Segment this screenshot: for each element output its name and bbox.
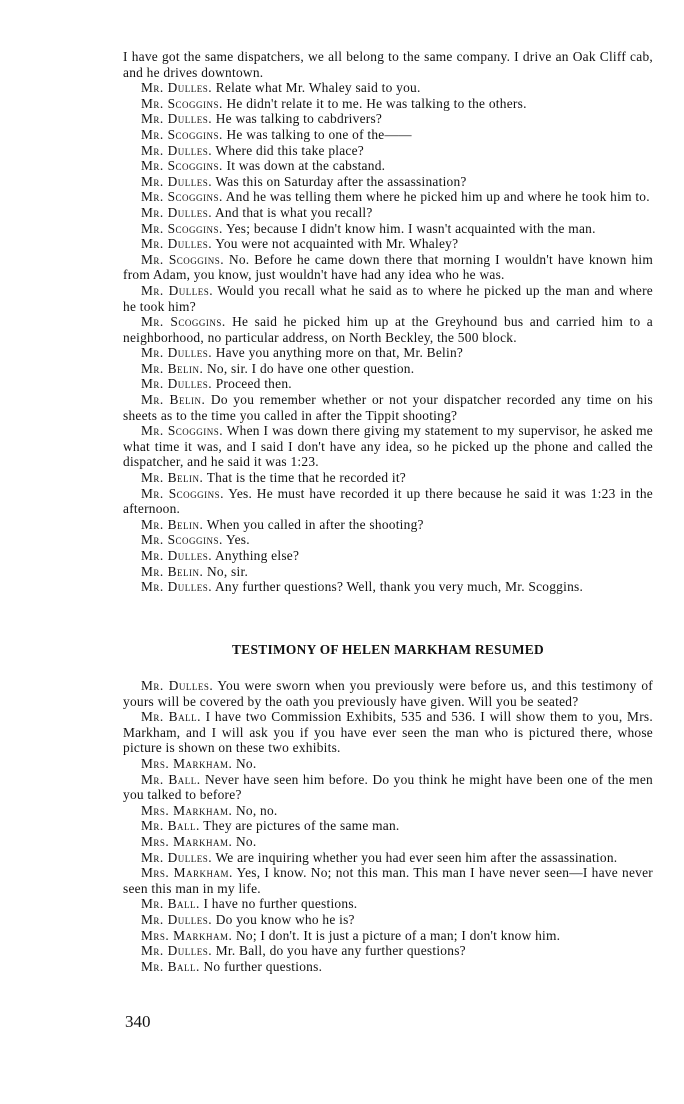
- testimony-paragraph: [123, 127, 653, 143]
- speech-text: Anything else?: [214, 548, 300, 563]
- testimony-paragraph: [123, 96, 653, 112]
- speech-text: Proceed then.: [215, 376, 292, 392]
- page-number: 340: [125, 1012, 151, 1031]
- speech-text: Was this on Saturday after the assassination?: [215, 173, 467, 189]
- testimony-paragraph: [123, 49, 653, 80]
- testimony-paragraph: [123, 772, 653, 803]
- testimony-paragraph: [123, 896, 653, 912]
- speaker-name: Mr. Scoggins.: [141, 485, 225, 501]
- speech-text: No.: [235, 833, 257, 849]
- testimony-paragraph: [123, 174, 653, 190]
- speaker-name: Mrs. Markham.: [141, 802, 233, 818]
- speaker-name: Mrs. Markham.: [141, 865, 233, 881]
- speaker-name: Mr. Dulles.: [141, 376, 213, 392]
- speaker-name: Mr. Ball.: [141, 896, 200, 912]
- speaker-name: Mr. Dulles.: [141, 579, 213, 595]
- testimony-paragraph: [123, 392, 653, 423]
- speaker-name: Mr. Belin.: [141, 470, 204, 486]
- speaker-name: Mr. Dulles.: [141, 236, 213, 252]
- testimony-paragraph: [123, 345, 653, 361]
- speech-text: He was talking to cabdrivers?: [215, 111, 383, 127]
- speech-text: You were sworn when you previously were before us, and this testimony of yours will be covered by the oath you previously have given. Will you be seated?: [123, 678, 653, 709]
- speaker-name: Mr. Belin.: [141, 392, 206, 408]
- speech-text: Yes, I know. No; not this man. This man I have never seen—I have never seen this man in my life.: [123, 865, 654, 896]
- testimony-paragraph: [123, 376, 653, 392]
- testimony-paragraph: [123, 486, 653, 517]
- testimony-paragraph: [123, 756, 653, 772]
- speech-text: I have got the same dispatchers, we all belong to the same company. I drive an Oak Cliff cab, and he drives downtown.: [123, 49, 653, 80]
- testimony-paragraph: [123, 818, 653, 834]
- speech-text: They are pictures of the same man.: [203, 818, 400, 834]
- speaker-name: Mrs. Markham.: [141, 755, 233, 771]
- speaker-name: Mr. Dulles.: [141, 111, 213, 127]
- testimony-paragraph: [123, 111, 653, 127]
- speech-text: We are inquiring whether you had ever seen him after the assassination.: [215, 849, 618, 865]
- speech-text: Yes; because I didn't know him. I wasn't acquainted with the man.: [226, 220, 596, 236]
- testimony-paragraph: [123, 143, 653, 159]
- testimony-paragraph: [123, 564, 653, 580]
- speech-text: He was talking to one of the——: [226, 126, 412, 142]
- speech-text: That is the time that he recorded it?: [206, 470, 406, 486]
- speech-text: When I was down there giving my statement to my supervisor, he asked me what time it was, and I said I don't have any idea, so he picked up the phone and called the dispatcher, and he said it was 1:23.: [123, 423, 654, 470]
- speech-text: Do you know who he is?: [215, 911, 355, 927]
- speaker-name: Mr. Dulles.: [141, 204, 213, 220]
- speech-text: You were not acquainted with Mr. Whaley?: [215, 236, 459, 252]
- testimony-paragraph: [123, 252, 653, 283]
- speaker-name: Mr. Scoggins.: [141, 532, 223, 548]
- speaker-name: Mr. Dulles.: [141, 849, 213, 865]
- testimony-paragraph: [123, 548, 653, 564]
- testimony-paragraph: [123, 314, 653, 345]
- testimony-paragraph: [123, 532, 653, 548]
- speech-text: He said he picked him up at the Greyhound bus and carried him to a neighborhood, no particular address, on North Beckley, the 500 block.: [123, 314, 653, 345]
- speech-text: Yes. He must have recorded it up there because he said it was 1:23 in the afternoon.: [123, 485, 653, 517]
- speech-text: No; I don't. It is just a picture of a man; I don't know him.: [235, 927, 561, 943]
- speech-text: No, no.: [235, 802, 278, 818]
- speech-text: Would you recall what he said as to where he picked up the man and where he took him?: [123, 282, 654, 314]
- testimony-paragraph: [123, 189, 653, 205]
- speech-text: Have you anything more on that, Mr. Belin?: [215, 345, 464, 361]
- testimony-paragraph: [123, 928, 653, 944]
- testimony-paragraph: [123, 80, 653, 96]
- speaker-name: Mr. Scoggins.: [141, 423, 224, 439]
- speaker-name: Mr. Belin.: [141, 360, 204, 376]
- speech-text: Any further questions? Well, thank you very much, Mr. Scoggins.: [214, 579, 584, 595]
- testimony-paragraph: [123, 361, 653, 377]
- speaker-name: Mr. Dulles.: [141, 142, 213, 158]
- speaker-name: Mr. Dulles.: [141, 943, 213, 959]
- speaker-name: Mrs. Markham.: [141, 833, 233, 849]
- speech-text: Where did this take place?: [215, 142, 365, 158]
- testimony-paragraph: [123, 205, 653, 221]
- speech-text: It was down at the cabstand.: [226, 158, 386, 174]
- testimony-paragraph: [123, 470, 653, 486]
- speaker-name: Mr. Ball.: [141, 958, 200, 974]
- speaker-name: Mr. Ball.: [141, 771, 201, 787]
- speaker-name: Mr. Dulles.: [141, 282, 214, 298]
- speaker-name: Mr. Dulles.: [141, 80, 213, 96]
- speech-text: No. Before he came down there that morning I wouldn't have known him from Adam, you know, just wouldn't have had any idea who he was.: [123, 251, 653, 283]
- speech-text: Never have seen him before. Do you think he might have been one of the men you talked to before?: [123, 771, 653, 803]
- speaker-name: Mr. Scoggins.: [141, 158, 223, 174]
- speaker-name: Mr. Scoggins.: [141, 126, 223, 142]
- testimony-paragraph: [123, 865, 653, 896]
- speech-text: No, sir. I do have one other question.: [207, 360, 415, 376]
- testimony-paragraph: [123, 158, 653, 174]
- testimony-paragraph: [123, 850, 653, 866]
- speaker-name: Mr. Scoggins.: [141, 220, 223, 236]
- speech-text: I have two Commission Exhibits, 535 and 536. I will show them to you, Mrs. Markham, and I will ask you if you have ever seen the man who is pictured there, whose picture is shown on these two exhibits.: [123, 709, 653, 756]
- speech-text: Do you remember whether or not your dispatcher recorded any time on his sheets as to the time you called in after the Tippit shooting?: [123, 392, 653, 423]
- speech-text: He didn't relate it to me. He was talking to the others.: [226, 95, 527, 111]
- speaker-name: Mr. Ball.: [141, 818, 200, 834]
- testimony-paragraph: [123, 517, 653, 533]
- testimony-paragraph: [123, 709, 653, 756]
- testimony-paragraph: [123, 423, 653, 470]
- testimony-paragraph: [123, 678, 653, 709]
- speech-text: And he was telling them where he picked him up and where he took him to.: [225, 189, 650, 205]
- speech-text: Mr. Ball, do you have any further questions?: [215, 943, 466, 959]
- speech-text: And that is what you recall?: [214, 204, 373, 220]
- speech-text: No further questions.: [203, 958, 323, 974]
- testimony-paragraph: [123, 579, 653, 595]
- speaker-name: Mrs. Markham.: [141, 927, 233, 943]
- speaker-name: Mr. Dulles.: [141, 345, 213, 361]
- section-heading: TESTIMONY OF HELEN MARKHAM RESUMED: [232, 642, 544, 657]
- speaker-name: Mr. Ball.: [141, 709, 201, 725]
- speech-text: Relate what Mr. Whaley said to you.: [215, 80, 421, 96]
- testimony-paragraph: [123, 834, 653, 850]
- testimony-paragraph: [123, 959, 653, 975]
- testimony-paragraph: [123, 943, 653, 959]
- testimony-paragraph: [123, 283, 653, 314]
- speech-text: No.: [235, 755, 257, 771]
- speech-text: No, sir.: [207, 563, 249, 579]
- speaker-name: Mr. Dulles.: [141, 678, 214, 693]
- speaker-name: Mr. Scoggins.: [141, 251, 225, 267]
- speech-text: When you called in after the shooting?: [206, 516, 424, 532]
- testimony-markham-section: [123, 678, 653, 974]
- testimony-paragraph: [123, 912, 653, 928]
- testimony-paragraph: [123, 236, 653, 252]
- testimony-paragraph: [123, 803, 653, 819]
- speaker-name: Mr. Scoggins.: [141, 189, 223, 205]
- speaker-name: Mr. Belin.: [141, 516, 204, 532]
- speaker-name: Mr. Dulles.: [141, 548, 213, 563]
- testimony-paragraph: [123, 221, 653, 237]
- speech-text: Yes.: [226, 532, 250, 548]
- speech-text: I have no further questions.: [203, 896, 358, 912]
- speaker-name: Mr. Scoggins.: [141, 314, 226, 330]
- speaker-name: Mr. Scoggins.: [141, 95, 223, 111]
- speaker-name: Mr. Dulles.: [141, 911, 213, 927]
- speaker-name: Mr. Dulles.: [141, 173, 213, 189]
- testimony-scoggins-section: [123, 49, 653, 595]
- speaker-name: Mr. Belin.: [141, 563, 204, 579]
